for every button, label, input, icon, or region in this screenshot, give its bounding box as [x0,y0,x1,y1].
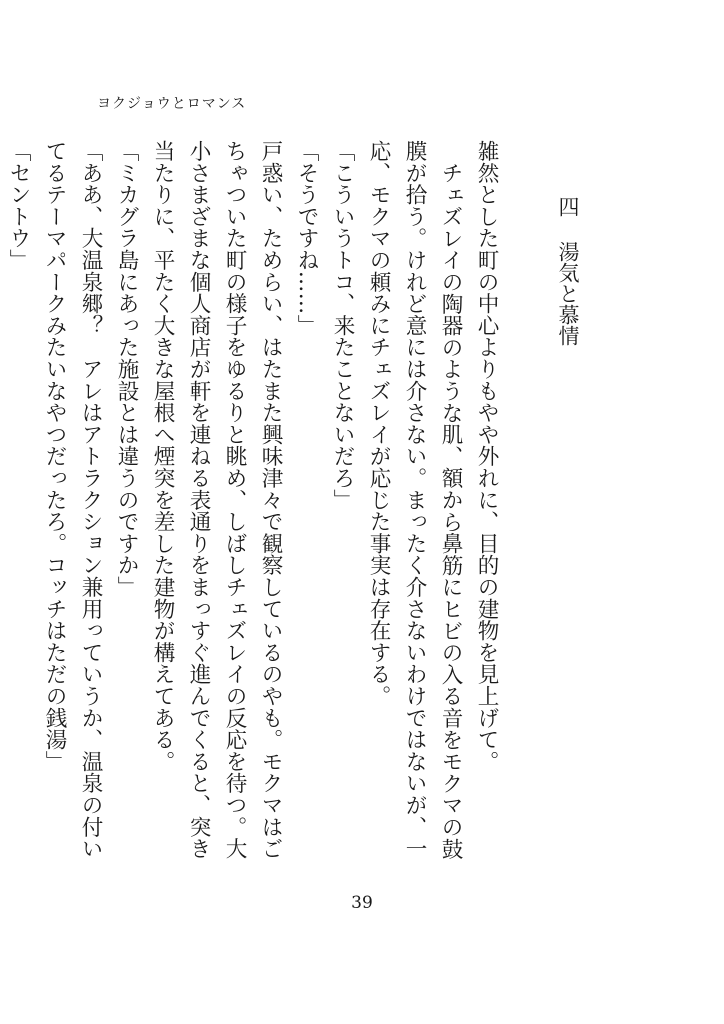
paragraph: 雑然とした町の中心よりもやや外れに、目的の建物を見上げて。 [474,140,499,773]
body-text [6,140,504,880]
chapter-title: 湯気と慕情 [556,241,580,346]
page-number: 39 [351,893,373,913]
running-header: ヨクジョウとロマンス [97,96,247,112]
dialogue-line: 「セントウ」 [6,140,31,271]
chapter-number: 四 [556,196,580,217]
dialogue-line: 「ミカグラ島にあった施設とは違うのですか」 [114,140,139,598]
dialogue-line: 「そうですね……」 [294,140,319,337]
paragraph: チェズレイの陶器のような肌、額から鼻筋にヒビの入る音をモクマの鼓膜が拾う。けれど意には介さない。まったく介さないわけではないが、一応、モクマの頼みにチェズレイが応じた事実は存在する。 [366,140,463,860]
dialogue-line: 「こういうトコ、来たことないだろ」 [330,140,355,511]
paragraph: 戸惑い、ためらい、はたまた興味津々で観察しているのやも。モクマはごちゃついた町の様子をゆるりと眺め、しばしチェズレイの反応を待つ。大小さまざまな個人商店が軒を連ねる表通りをまっすぐ進んでくると、突き当たりに、平たく大きな屋根へ煙突を差した建物が構えてある。 [150,140,283,860]
chapter-heading [553,196,583,346]
dialogue-line: 「ああ、大温泉郷？ アレはアトラクション兼用っていうか、温泉の付いてるテーマパークみたいなやつだったろ。コッチはただの銭湯」 [42,140,103,860]
